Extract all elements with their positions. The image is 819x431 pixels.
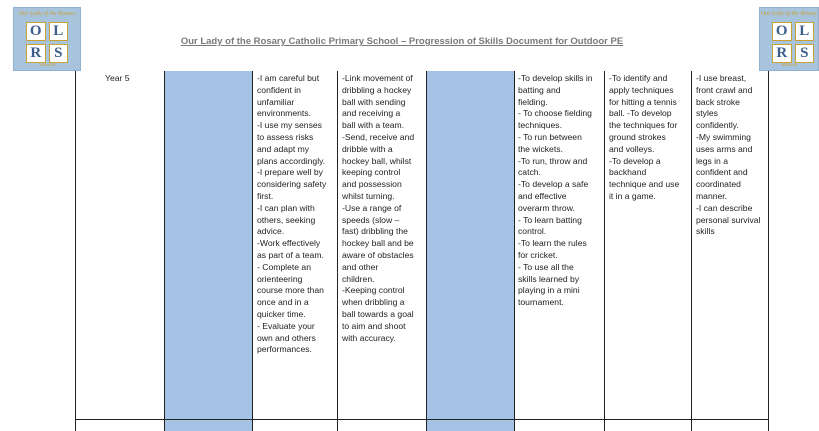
logo-arc-text: Our Lady of the Rosary <box>18 11 76 17</box>
row-border <box>75 419 769 420</box>
column-border <box>768 71 769 431</box>
table-cell: -To identify and apply techniques for hitting a tennis ball. -To develop the techniques for ground strokes and volleys. -To develop a backhand technique and use it in a game. <box>609 73 680 201</box>
column-border <box>75 71 76 431</box>
logo-arc-text: Our Lady of the Rosary <box>760 11 818 17</box>
column-border <box>337 71 338 431</box>
table-cell: -Link movement of dribbling a hockey ball with sending and receiving a ball with a team. -Send, receive and dribble with a hockey ball, whilst keeping control and possession whilst turning. -Use a range of speeds (slow – fast) dribbling the hockey ball and be aware of obstacles and other children. -Keeping control when dribbling a ball towards a goal to aim and shoot with accuracy. <box>342 73 415 343</box>
column-border <box>164 71 165 431</box>
logo-letter: R <box>26 44 46 63</box>
document-title-text: Our Lady of the Rosary Catholic Primary School – Progression of Skills Document for Outdoor PE <box>180 36 624 47</box>
logo-letter: R <box>772 44 792 63</box>
logo-foot-text: Schools <box>781 63 797 68</box>
logo-letter: O <box>26 22 46 41</box>
column-border <box>691 71 692 431</box>
row-label: Year 5 <box>105 73 130 83</box>
table-cell: -I am careful but confident in unfamiliar environments. -I use my senses to assess risks and adapt my plans accordingly. -I prepare well by considering safety first. -I can plan with others, seeking advice. -Work effectively as part of a team. - Complete an orienteering course more than once and in a quicker time. - Evaluate your own and others performances. <box>257 73 327 355</box>
table-cell: -To develop skills in batting and fielding. - To choose fielding techniques. - To run between the wickets. -To run, throw and catch. -To develop a safe and effective overarm throw. - To learn batting control. -To learn the rules for cricket. - To use all the skills learned by playing in a mini tournament. <box>518 73 593 308</box>
logo-letter: L <box>49 22 69 41</box>
logo-letter: S <box>795 44 815 63</box>
document-title <box>0 36 804 47</box>
shaded-column <box>426 71 514 431</box>
logo-letter: L <box>795 22 815 41</box>
logo-foot-text: Schools <box>39 63 55 68</box>
shaded-column <box>164 71 252 431</box>
column-border <box>252 71 253 431</box>
column-border <box>426 71 427 431</box>
table-cell: -I use breast, front crawl and back stroke styles confidently. -My swimming uses arms and legs in a confident and coordinated manner. -I can describe personal survival skills <box>696 73 761 237</box>
column-border <box>514 71 515 431</box>
logo-letter: S <box>49 44 69 63</box>
logo-letter: O <box>772 22 792 41</box>
skills-table <box>75 71 769 431</box>
column-border <box>604 71 605 431</box>
